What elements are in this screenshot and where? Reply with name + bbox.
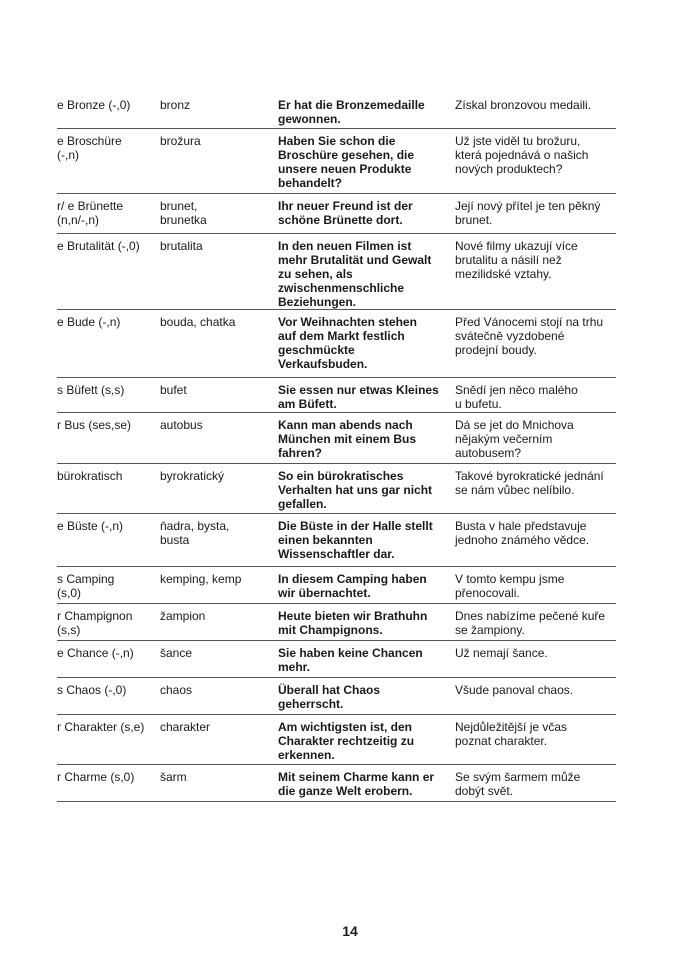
german-example-cell: Sie haben keine Chancen mehr. (278, 640, 455, 677)
czech-example-cell: Se svým šarmem může dobýt svět. (455, 764, 616, 801)
translation-cell: bronz (160, 93, 278, 128)
german-example-cell: Sie essen nur etwas Kleines am Büfett. (278, 377, 455, 412)
translation-cell: brutalita (160, 233, 278, 309)
term-cell: s Camping (s,0) (57, 566, 160, 603)
translation-cell: žampion (160, 603, 278, 640)
table-row (57, 193, 616, 233)
table-row (57, 677, 616, 714)
czech-example-cell: Snědí jen něco malého u bufetu. (455, 377, 616, 412)
term-cell: e Bude (-,n) (57, 309, 160, 377)
german-example-cell: Vor Weihnachten stehen auf dem Markt festlich geschmückte Verkaufsbuden. (278, 309, 455, 377)
german-example-cell: Mit seinem Charme kann er die ganze Welt erobern. (278, 764, 455, 801)
term-cell: r Charakter (s,e) (57, 714, 160, 764)
term-cell: e Broschüre (-,n) (57, 128, 160, 193)
czech-example-cell: Nejdůležitější je včas poznat charakter. (455, 714, 616, 764)
czech-example-cell: Její nový přítel je ten pěkný brunet. (455, 193, 616, 233)
german-example-cell: In den neuen Filmen ist mehr Brutalität und Gewalt zu sehen, als zwischenmenschliche Beziehungen. (278, 233, 455, 309)
translation-cell: brunet, brunetka (160, 193, 278, 233)
table-row (57, 566, 616, 603)
table-row (57, 412, 616, 463)
german-example-cell: Überall hat Chaos geherrscht. (278, 677, 455, 714)
term-cell: e Brutalität (-,0) (57, 233, 160, 309)
table-row (57, 714, 616, 764)
czech-example-cell: Dnes nabízíme pečené kuře se žampiony. (455, 603, 616, 640)
czech-example-cell: Dá se jet do Mnichova nějakým večerním autobusem? (455, 412, 616, 463)
term-cell: s Büfett (s,s) (57, 377, 160, 412)
german-example-cell: Er hat die Bronzemedaille gewonnen. (278, 93, 455, 128)
german-example-cell: In diesem Camping haben wir übernachtet. (278, 566, 455, 603)
table-row (57, 128, 616, 193)
vocabulary-table (57, 93, 616, 802)
czech-example-cell: Před Vánocemi stojí na trhu svátečně vyzdobené prodejní boudy. (455, 309, 616, 377)
german-example-cell: Am wichtigsten ist, den Charakter rechtzeitig zu erkennen. (278, 714, 455, 764)
term-cell: r Bus (ses,se) (57, 412, 160, 463)
czech-example-cell: Už jste viděl tu brožuru, která pojednává o našich nových produktech? (455, 128, 616, 193)
term-cell: r/ e Brünette (n,n/-,n) (57, 193, 160, 233)
table-row (57, 764, 616, 801)
translation-cell: šance (160, 640, 278, 677)
table-row (57, 603, 616, 640)
translation-cell: charakter (160, 714, 278, 764)
czech-example-cell: Všude panoval chaos. (455, 677, 616, 714)
table-row (57, 513, 616, 566)
czech-example-cell: Nové filmy ukazují více brutalitu a násilí než mezilidské vztahy. (455, 233, 616, 309)
translation-cell: šarm (160, 764, 278, 801)
german-example-cell: Kann man abends nach München mit einem Bus fahren? (278, 412, 455, 463)
term-cell: e Büste (-,n) (57, 513, 160, 566)
german-example-cell: Ihr neuer Freund ist der schöne Brünette dort. (278, 193, 455, 233)
term-cell: bürokratisch (57, 463, 160, 513)
term-cell: e Chance (-,n) (57, 640, 160, 677)
table-row (57, 233, 616, 309)
table-row (57, 93, 616, 128)
table-row (57, 309, 616, 377)
german-example-cell: Haben Sie schon die Broschüre gesehen, die unsere neuen Produkte behandelt? (278, 128, 455, 193)
translation-cell: brožura (160, 128, 278, 193)
german-example-cell: Heute bieten wir Brathuhn mit Champignons. (278, 603, 455, 640)
translation-cell: autobus (160, 412, 278, 463)
german-example-cell: Die Büste in der Halle stellt einen bekannten Wissenschaftler dar. (278, 513, 455, 566)
table-row (57, 640, 616, 677)
german-example-cell: So ein bürokratisches Verhalten hat uns gar nicht gefallen. (278, 463, 455, 513)
translation-cell: kemping, kemp (160, 566, 278, 603)
translation-cell: byrokratický (160, 463, 278, 513)
page-number: 14 (342, 923, 358, 939)
table-row (57, 463, 616, 513)
translation-cell: ňadra, bysta, busta (160, 513, 278, 566)
translation-cell: bouda, chatka (160, 309, 278, 377)
czech-example-cell: Získal bronzovou medaili. (455, 93, 616, 128)
table-row (57, 377, 616, 412)
term-cell: r Charme (s,0) (57, 764, 160, 801)
term-cell: e Bronze (-,0) (57, 93, 160, 128)
translation-cell: chaos (160, 677, 278, 714)
term-cell: r Champignon (s,s) (57, 603, 160, 640)
czech-example-cell: V tomto kempu jsme přenocovali. (455, 566, 616, 603)
czech-example-cell: Takové byrokratické jednání se nám vůbec nelíbilo. (455, 463, 616, 513)
czech-example-cell: Už nemají šance. (455, 640, 616, 677)
translation-cell: bufet (160, 377, 278, 412)
term-cell: s Chaos (-,0) (57, 677, 160, 714)
czech-example-cell: Busta v hale představuje jednoho známého vědce. (455, 513, 616, 566)
